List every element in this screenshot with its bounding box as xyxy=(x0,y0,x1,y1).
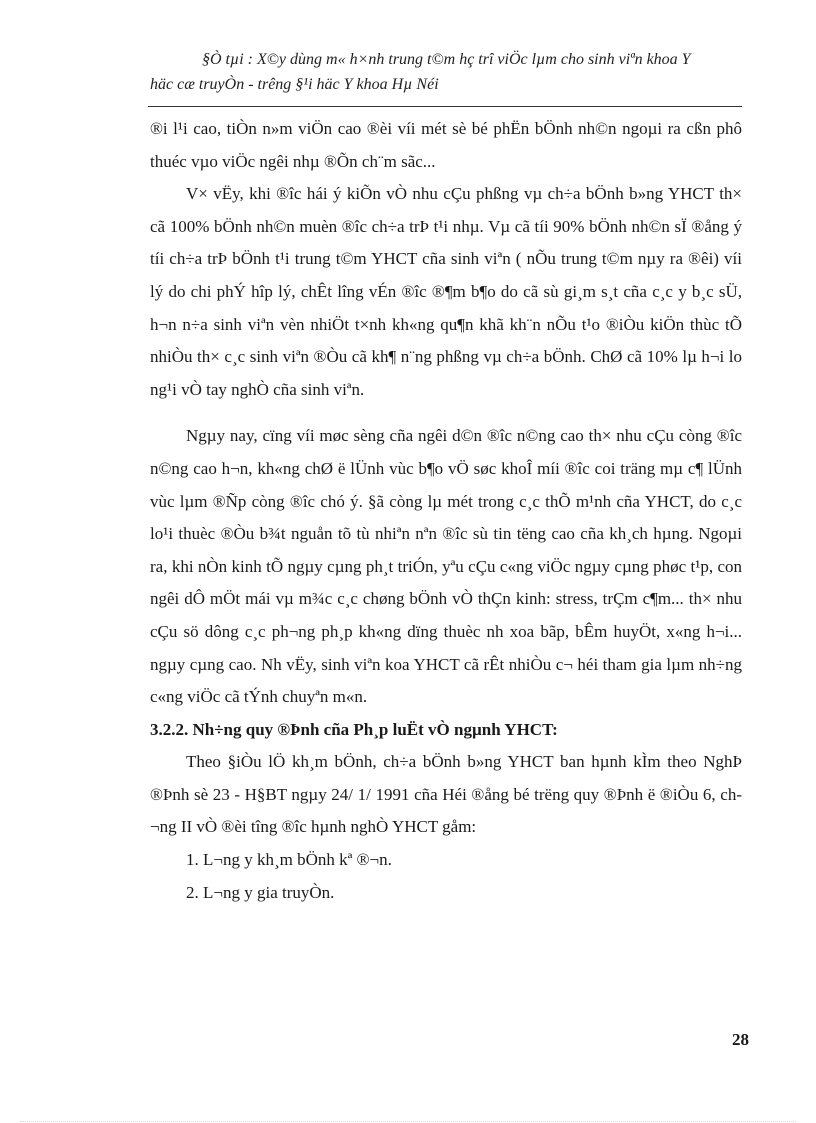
paragraph-continued: ®i l¹i cao, tiÒn n»m viÖn cao ®èi víi mét sè bé phËn bÖnh nh©n ngoµi ra cßn phô thuéc vµo viÖc ngêi nhµ ®Õn ch¨m sãc... xyxy=(150,119,742,171)
running-header xyxy=(150,47,750,97)
header-line-2: häc cæ truyÒn - trêng §¹i häc Y khoa Hµ Néi xyxy=(150,76,439,93)
section-heading: 3.2.2. Nh÷ng quy ®Þnh cña Ph¸p luËt vÒ ngµnh YHCT: xyxy=(150,719,558,739)
page-number: 28 xyxy=(732,1030,749,1049)
footer-dotted-rule xyxy=(20,1121,796,1122)
header-line-1: §Ò tµi : X©y dùng m« h×nh trung t©m hç trî viÖc lµm cho sinh viªn khoa Y xyxy=(202,51,691,68)
body-text xyxy=(150,113,742,909)
paragraph: Ngµy nay, cïng víi møc sèng cña ngêi d©n ®îc n©ng cao th× nhu cÇu còng ®îc n©ng cao h¬n, kh«ng chØ ë lÜnh vùc b¶o vÖ søc khoÎ míi ®îc coi träng mµ c¶ lÜnh vùc lµm ®Ñp còng ®îc chó ý. §ã còng lµ mét trong c¸c thÕ m¹nh cña YHCT, do c¸c lo¹i thuèc ®Òu b¾t nguån tõ tù nhiªn nªn ®îc sù tin tëng cao cña kh¸ch hµng. Ngoµi ra, khi nÒn kinh tÕ ngµy cµng ph¸t triÓn, yªu cÇu c«ng viÖc ngµy cµng phøc t¹p, con ngêi dÔ mÖt mái vµ m¾c c¸c chøng bÖnh vÒ thÇn kinh: stress, trÇm c¶m... th× nhu cÇu sö dông c¸c ph¬ng ph¸p kh«ng dïng thuèc nh xoa bãp, bÊm huyÖt, x«ng h¬i... ngµy cµng cao. Nh vËy, sinh viªn koa YHCT cã rÊt nhiÒu c¬ héi tham gia lµm nh÷ng c«ng viÖc cã tÝnh chuyªn m«n. xyxy=(150,426,742,707)
list-item: 1. L¬ng y kh¸m bÖnh kª ®¬n. xyxy=(186,850,392,870)
list-item: 2. L¬ng y gia truyÒn. xyxy=(186,882,335,902)
paragraph: V× vËy, khi ®îc hái ý kiÕn vÒ nhu cÇu phßng vµ ch÷a bÖnh b»ng YHCT th× cã 100% bÖnh nh©n muèn ®îc ch÷a trÞ t¹i nhµ. Vµ cã tíi 90% bÖnh nh©n sÏ ®ång ý tíi ch÷a trÞ bÖnh t¹i trung t©m YHCT cña sinh viªn ( nÕu trung t©m nµy ra ®êi) víi lý do chi phÝ hîp lý, chÊt lîng vÉn ®îc ®¶m b¶o do cã sù gi¸m s¸t cña c¸c y b¸c sÜ, h¬n n÷a sinh viªn vèn nhiÖt t×nh kh«ng qu¶n khã kh¨n nÕu t¹o ®iÒu kiÖn thùc tÕ nhiÒu th× c¸c sinh viªn ®Òu cã kh¶ n¨ng phßng vµ ch÷a bÖnh. ChØ cã 10% lµ h¬i lo ng¹i vÒ tay nghÒ cña sinh viªn. xyxy=(150,184,742,399)
paragraph: Theo §iÒu lÖ kh¸m bÖnh, ch÷a bÖnh b»ng YHCT ban hµnh kÌm theo NghÞ ®Þnh sè 23 - H§BT ngµy 24/ 1/ 1991 cña Héi ®ång bé trëng quy ®Þnh ë ®iÒu 6, ch¬ng II vÒ ®èi tîng ®îc hµnh nghÒ YHCT gåm: xyxy=(150,752,742,837)
header-divider xyxy=(148,106,742,107)
